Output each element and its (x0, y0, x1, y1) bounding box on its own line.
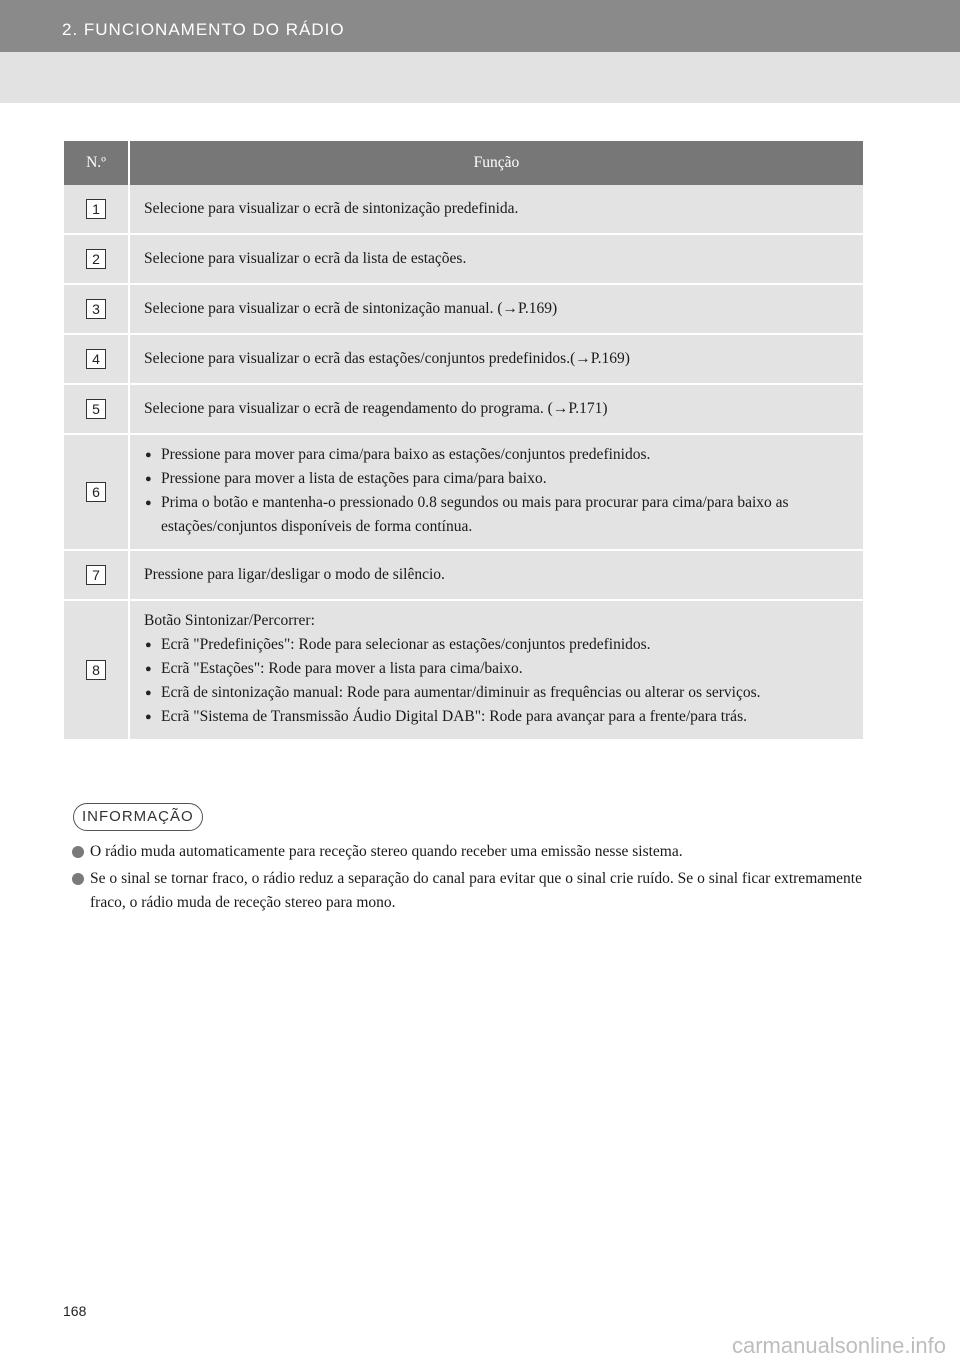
information-item (72, 867, 862, 915)
table-row (64, 600, 863, 740)
section-title: 2. FUNCIONAMENTO DO RÁDIO (62, 20, 345, 39)
table-row (64, 234, 863, 284)
function-text: Selecione para visualizar o ecrã da lista de estações. (129, 234, 863, 284)
bullet-dot-icon (72, 846, 84, 858)
bullet-item: ● Ecrã "Predefinições": Rode para selecionar as estações/conjuntos predefinidos. (144, 633, 851, 657)
bullet-list (144, 633, 851, 729)
cell-intro: Botão Sintonizar/Percorrer: (144, 612, 315, 629)
column-header-number: N.º (64, 141, 129, 185)
table-row (64, 550, 863, 600)
section-header-bar (0, 0, 960, 52)
number-box: 5 (86, 399, 106, 419)
function-text: Selecione para visualizar o ecrã de sintonização predefinida. (129, 185, 863, 234)
information-item (72, 840, 862, 864)
table-header-row (64, 141, 863, 185)
bullet-dot-icon (72, 873, 84, 885)
information-text: Se o sinal se tornar fraco, o rádio reduz a separação do canal para evitar que o sinal crie ruído. Se o sinal ficar extremamente fraco, o rádio muda de receção stereo para mono. (90, 870, 862, 911)
column-header-function: Função (129, 141, 863, 185)
bullet-item: ● Prima o botão e mantenha-o pressionado 0.8 segundos ou mais para procurar para cima/para baixo as estações/conjuntos disponíveis de forma contínua. (144, 491, 851, 539)
bullet-item: ● Pressione para mover para cima/para baixo as estações/conjuntos predefinidos. (144, 443, 851, 467)
number-box: 8 (86, 660, 106, 680)
header-band (0, 52, 960, 103)
bullet-item: ● Ecrã de sintonização manual: Rode para aumentar/diminuir as frequências ou alterar os serviços. (144, 681, 851, 705)
number-box: 6 (86, 482, 106, 502)
table-row (64, 434, 863, 550)
function-text: Selecione para visualizar o ecrã de reagendamento do programa. (→P.171) (129, 384, 863, 434)
table-row (64, 284, 863, 334)
function-text: Selecione para visualizar o ecrã de sintonização manual. (→P.169) (129, 284, 863, 334)
function-table (64, 141, 863, 741)
number-box: 7 (86, 565, 106, 585)
number-box: 3 (86, 299, 106, 319)
function-text: Pressione para ligar/desligar o modo de silêncio. (129, 550, 863, 600)
information-label: INFORMAÇÃO (73, 803, 203, 831)
function-text: Selecione para visualizar o ecrã das estações/conjuntos predefinidos.(→P.169) (129, 334, 863, 384)
page-number: 168 (63, 1303, 87, 1319)
table-row (64, 384, 863, 434)
bullet-item: ● Pressione para mover a lista de estações para cima/para baixo. (144, 467, 851, 491)
watermark: carmanualsonline.info (731, 1333, 946, 1358)
number-box: 2 (86, 249, 106, 269)
bullet-item: ● Ecrã "Sistema de Transmissão Áudio Digital DAB": Rode para avançar para a frente/para trás. (144, 705, 851, 729)
number-box: 4 (86, 349, 106, 369)
bullet-item: ● Ecrã "Estações": Rode para mover a lista para cima/baixo. (144, 657, 851, 681)
table-row (64, 334, 863, 384)
information-list (72, 840, 862, 918)
information-text: O rádio muda automaticamente para receção stereo quando receber uma emissão nesse sistema. (90, 843, 683, 860)
table-row (64, 185, 863, 234)
bullet-list (144, 443, 851, 539)
number-box: 1 (86, 199, 106, 219)
